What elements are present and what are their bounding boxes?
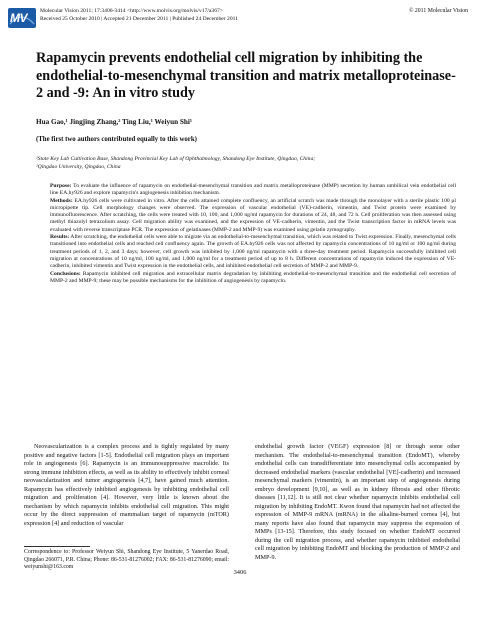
journal-logo <box>8 8 36 28</box>
copyright-notice: © 2011 Molecular Vision <box>409 8 468 14</box>
article-title: Rapamycin prevents endothelial cell migration by inhibiting the endothelial-to-mesenchymal transition and matrix metalloproteinase-2 and -9: An in vitro study <box>36 50 456 101</box>
conclusions-label: Conclusions: <box>50 270 81 277</box>
journal-header <box>8 6 472 32</box>
author-list: Hua Gao,¹ Jingjing Zhang,² Ting Liu,¹ Weiyun Shi¹ <box>36 118 193 126</box>
abstract <box>50 183 456 285</box>
methods-label: Methods: <box>50 197 73 204</box>
abstract-results <box>50 234 456 270</box>
intro-paragraph-left: Neovascularization is a complex process and is tightly regulated by many positive and negative factors [1-5]. Endothelial cell migration plays an important role in angiogenesis [6]. Rapamycin is an immunosuppressive macrolide. Its strong immune inhibition effects, as well as its ability to effectively inhibit corneal neovascularization and tumor angiogenesis [4,7], have gained much attention. Rapamycin has effectively inhibited angiogenesis by inhibiting endothelial cell migration and proliferation [4]. However, very little is known about the mechanism by which rapamycin inhibits endothelial cell migration. This might occur by the direct suppression of mammalian target of rapamycin (mTOR) expression [4] and reduction of vascular <box>24 443 229 527</box>
correspondence-footnote: Correspondence to: Professor Weiyun Shi, Shandong Eye Institute, 5 Yanerdao Road, Qingdao 266071, P.R. China; Phone: 86-531-81276002; FAX: 86-531-81276090; email: weiyunshi@163.com <box>24 549 229 571</box>
affiliation-2: ²Qingdao University, Qingdao, China <box>36 164 121 170</box>
equal-contribution-note: (The first two authors contributed equally to this work) <box>36 136 197 143</box>
body-column-left <box>24 443 229 528</box>
logo-text: MV <box>10 11 27 25</box>
article-dates: Received 25 October 2010 | Accepted 21 December 2011 | Published 24 December 2011 <box>40 16 239 22</box>
purpose-label: Purpose: <box>50 183 72 189</box>
abstract-purpose <box>50 183 456 198</box>
page-number: 3406 <box>233 569 247 576</box>
purpose-text: To evaluate the influence of rapamycin on endothelial-mesenchymal transition and matrix metalloproteinase (MMP) secretion by human umbilical vein endothelial cell line EA.hy926 and explore rapamycin's angiogenesis inhibition mechanism. <box>50 183 456 197</box>
abstract-conclusions <box>50 271 456 286</box>
abstract-methods <box>50 198 456 234</box>
conclusions-text: Rapamycin inhibited cell migration and extracellular matrix degradation by inhibiting endothelial-to-mesenchymal transition and the endothelial cell secretion of MMP-2 and MMP-9; these may be possible mechanisms for the inhibition of angiogenesis by rapamycin. <box>50 270 456 284</box>
affiliation-1: ¹State Key Lab Cultivation Base, Shandong Provincial Key Lab of Ophthalmology, Shandong Eye Institute, Qingdao, China; <box>36 156 316 162</box>
body-column-right <box>255 443 460 562</box>
intro-paragraph-right: endothelial growth factor (VEGF) expression [8] or through some other mechanism. The endothelial-to-mesenchymal transition (EndoMT), whereby endothelial cells can transdifferentiate into mesenchymal cells accompanied by decreased endothelial markers (vascular endothelial [VE]-cadherin) and increased mesenchymal markers (vimentin), is an important step of angiogenesis during embryo development [9,10], as well as in kidney fibrosis and other fibrotic diseases [11,12]. It is still not clear whether rapamycin inhibits endothelial cell migration by inhibiting EndoMT. Kwon found that rapamycin had not affected the expression of MMP-9 mRNA (mRNA) in the alkaline-burned cornea [4], but many reports have also found that rapamycin may suppress the expression of MMPs [13-15]. Therefore, this study focused on whether EndoMT occurred during the cell migration process, and whether rapamycin inhibited endothelial cell migration by inhibiting EndoMT and blocking the production of MMP-2 and MMP-9. <box>255 443 460 561</box>
journal-citation: Molecular Vision 2011; 17:3406-3414 <http://www.molvis.org/molvis/v17/a367> <box>40 8 223 14</box>
results-text: After scratching, the endothelial cells were able to migrate via an endothelial-to-mesenchymal transition, which was related to Twist expression. Finally, mesenchymal cells transitioned into endothelial cells and reached cell confluency again. The growth of EA.hy926 cells was not affected by rapamycin concentrations of 10 ng/ml or 100 ng/ml during treatment periods of 1, 2, and 3 days; however, cell growth was inhibited by 1,000 ng/ml rapamycin with a three-day treatment period. Rapamycin successfully inhibited cell migration at concentrations of 10 ng/ml, 100 ng/ml, and 1,000 ng/ml for a treatment period of up to 8 h. Different concentrations of rapamycin induced the expression of VE-cadherin, inhibited vimentin and Twist expression in the endothelial cells, and inhibited endothelial cell secretion of MMP-2 and MMP-9. <box>50 234 456 270</box>
methods-text: EA.hy926 cells were cultivated in vitro. After the cells attained complete confluency, an artificial scratch was made through the monolayer with a sterile plastic 100 μl micropipette tip. Cell morphology changes were observed. The expression of vascular endothelial (VE)-cadherin, vimentin, and Twist protein were examined by immunofluorescence. After scratching, the cells were treated with 10, 100, and 1,000 ng/ml rapamycin for durations of 24, 48, and 72 h. Cell proliferation was then assessed using methyl thiazolyl tetrazolium assay. Cell migration ability was examined, and the expression of VE-cadherin, vimentin, and the Twist transcription factor in mRNA levels was evaluated with reverse transcriptase PCR. The expression of gelatinases (MMP-2 and MMP-9) was examined using gelatin zymography. <box>50 197 456 233</box>
results-label: Results: <box>50 234 70 241</box>
footnote-divider <box>24 546 90 547</box>
